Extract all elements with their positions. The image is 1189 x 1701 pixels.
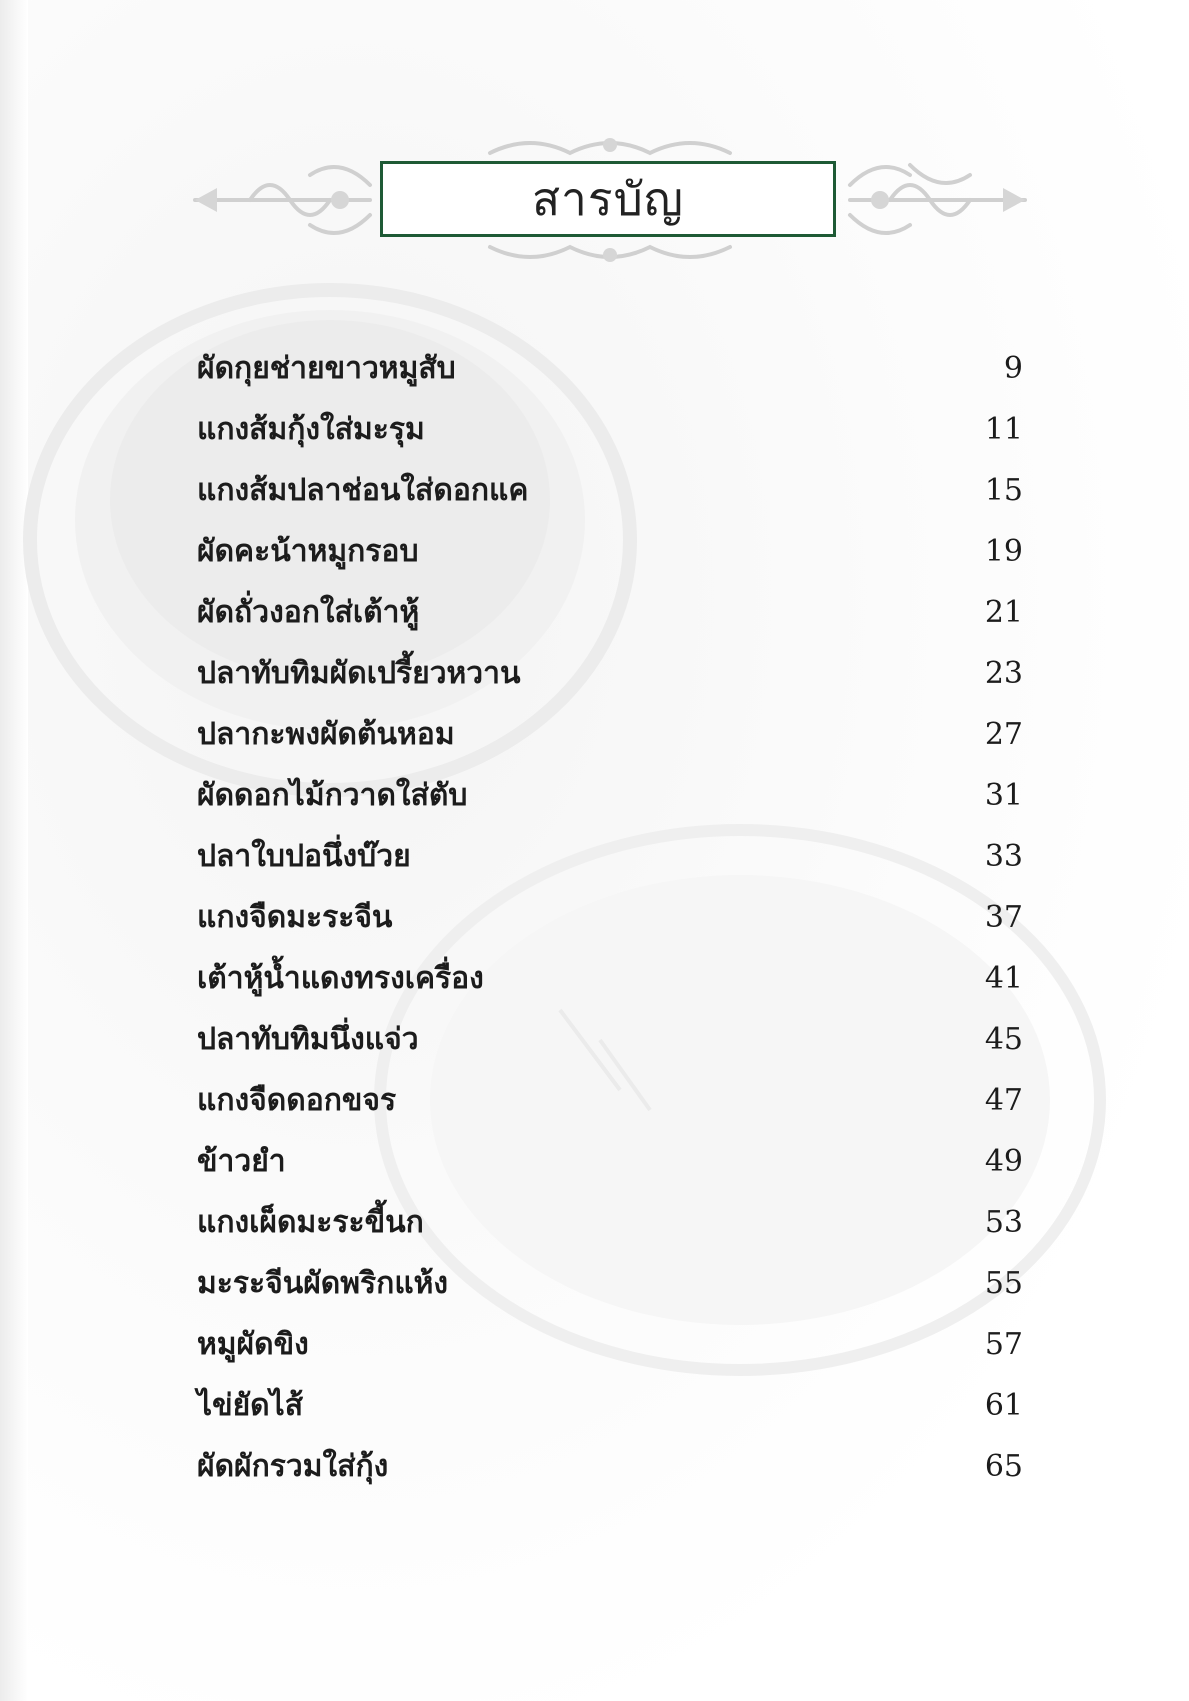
toc-entry-title: แกงจืดมะระจีน xyxy=(197,900,393,935)
toc-entry-title: เต้าหู้น้ำแดงทรงเครื่อง xyxy=(197,961,484,996)
toc-entry-page: 47 xyxy=(984,1083,1023,1118)
toc-entry-page: 23 xyxy=(984,656,1023,691)
toc-entry-title: มะระจีนผัดพริกแห้ง xyxy=(197,1266,449,1301)
toc-entry-title: แกงส้มปลาช่อนใส่ดอกแค xyxy=(197,473,529,508)
toc-entry-title: ไข่ยัดไส้ xyxy=(197,1388,304,1423)
table-of-contents xyxy=(197,338,1023,1497)
toc-entry-page: 53 xyxy=(984,1205,1023,1240)
toc-entry[interactable] xyxy=(197,1131,1023,1192)
title-header xyxy=(190,125,1030,275)
toc-entry-page: 37 xyxy=(984,900,1023,935)
toc-entry-page: 27 xyxy=(984,717,1023,752)
toc-entry-title: ปลาทับทิมผัดเปรี้ยวหวาน xyxy=(197,656,521,691)
toc-entry-page: 11 xyxy=(984,412,1023,447)
toc-entry[interactable] xyxy=(197,1192,1023,1253)
toc-entry[interactable] xyxy=(197,338,1023,399)
toc-entry-title: แกงส้มกุ้งใส่มะรุม xyxy=(197,412,425,447)
toc-entry[interactable] xyxy=(197,521,1023,582)
toc-entry-title: แกงเผ็ดมะระขี้นก xyxy=(197,1205,424,1240)
toc-entry-page: 61 xyxy=(984,1388,1023,1423)
toc-entry[interactable] xyxy=(197,643,1023,704)
toc-entry-title: ผัดถั่วงอกใส่เต้าหู้ xyxy=(197,595,420,630)
toc-entry[interactable] xyxy=(197,1436,1023,1497)
toc-entry[interactable] xyxy=(197,399,1023,460)
toc-entry-page: 19 xyxy=(984,534,1023,569)
toc-entry-title: แกงจืดดอกขจร xyxy=(197,1083,397,1118)
toc-entry-page: 15 xyxy=(984,473,1023,508)
toc-entry-page: 45 xyxy=(984,1022,1023,1057)
toc-entry-title: ปลาใบปอนึ่งบ๊วย xyxy=(197,839,411,874)
toc-entry-title: ปลากะพงผัดต้นหอม xyxy=(197,717,455,752)
toc-entry[interactable] xyxy=(197,704,1023,765)
toc-entry[interactable] xyxy=(197,1070,1023,1131)
toc-entry[interactable] xyxy=(197,826,1023,887)
toc-entry-page: 9 xyxy=(1003,351,1023,386)
toc-entry-title: หมูผัดขิง xyxy=(197,1327,309,1362)
toc-entry[interactable] xyxy=(197,1314,1023,1375)
toc-entry-page: 49 xyxy=(984,1144,1023,1179)
toc-entry-page: 57 xyxy=(984,1327,1023,1362)
toc-entry[interactable] xyxy=(197,1375,1023,1436)
title-frame xyxy=(380,161,836,237)
toc-entry-page: 41 xyxy=(984,961,1023,996)
toc-entry[interactable] xyxy=(197,1009,1023,1070)
toc-entry[interactable] xyxy=(197,1253,1023,1314)
toc-entry-page: 65 xyxy=(984,1449,1023,1484)
toc-entry-page: 55 xyxy=(984,1266,1023,1301)
toc-entry[interactable] xyxy=(197,460,1023,521)
toc-entry-title: ผัดคะน้าหมูกรอบ xyxy=(197,534,419,569)
toc-entry-page: 21 xyxy=(984,595,1023,630)
toc-entry-title: ผัดกุยช่ายขาวหมูสับ xyxy=(197,351,456,386)
toc-entry[interactable] xyxy=(197,765,1023,826)
toc-entry[interactable] xyxy=(197,948,1023,1009)
toc-entry-title: ปลาทับทิมนึ่งแจ่ว xyxy=(197,1022,419,1057)
toc-entry[interactable] xyxy=(197,887,1023,948)
toc-entry[interactable] xyxy=(197,582,1023,643)
toc-entry-title: ผัดผักรวมใส่กุ้ง xyxy=(197,1449,389,1484)
page-title: สารบัญ xyxy=(531,172,684,226)
toc-entry-page: 31 xyxy=(984,778,1023,813)
toc-entry-title: ผัดดอกไม้กวาดใส่ตับ xyxy=(197,778,468,813)
toc-entry-page: 33 xyxy=(984,839,1023,874)
toc-entry-title: ข้าวยำ xyxy=(197,1144,286,1179)
